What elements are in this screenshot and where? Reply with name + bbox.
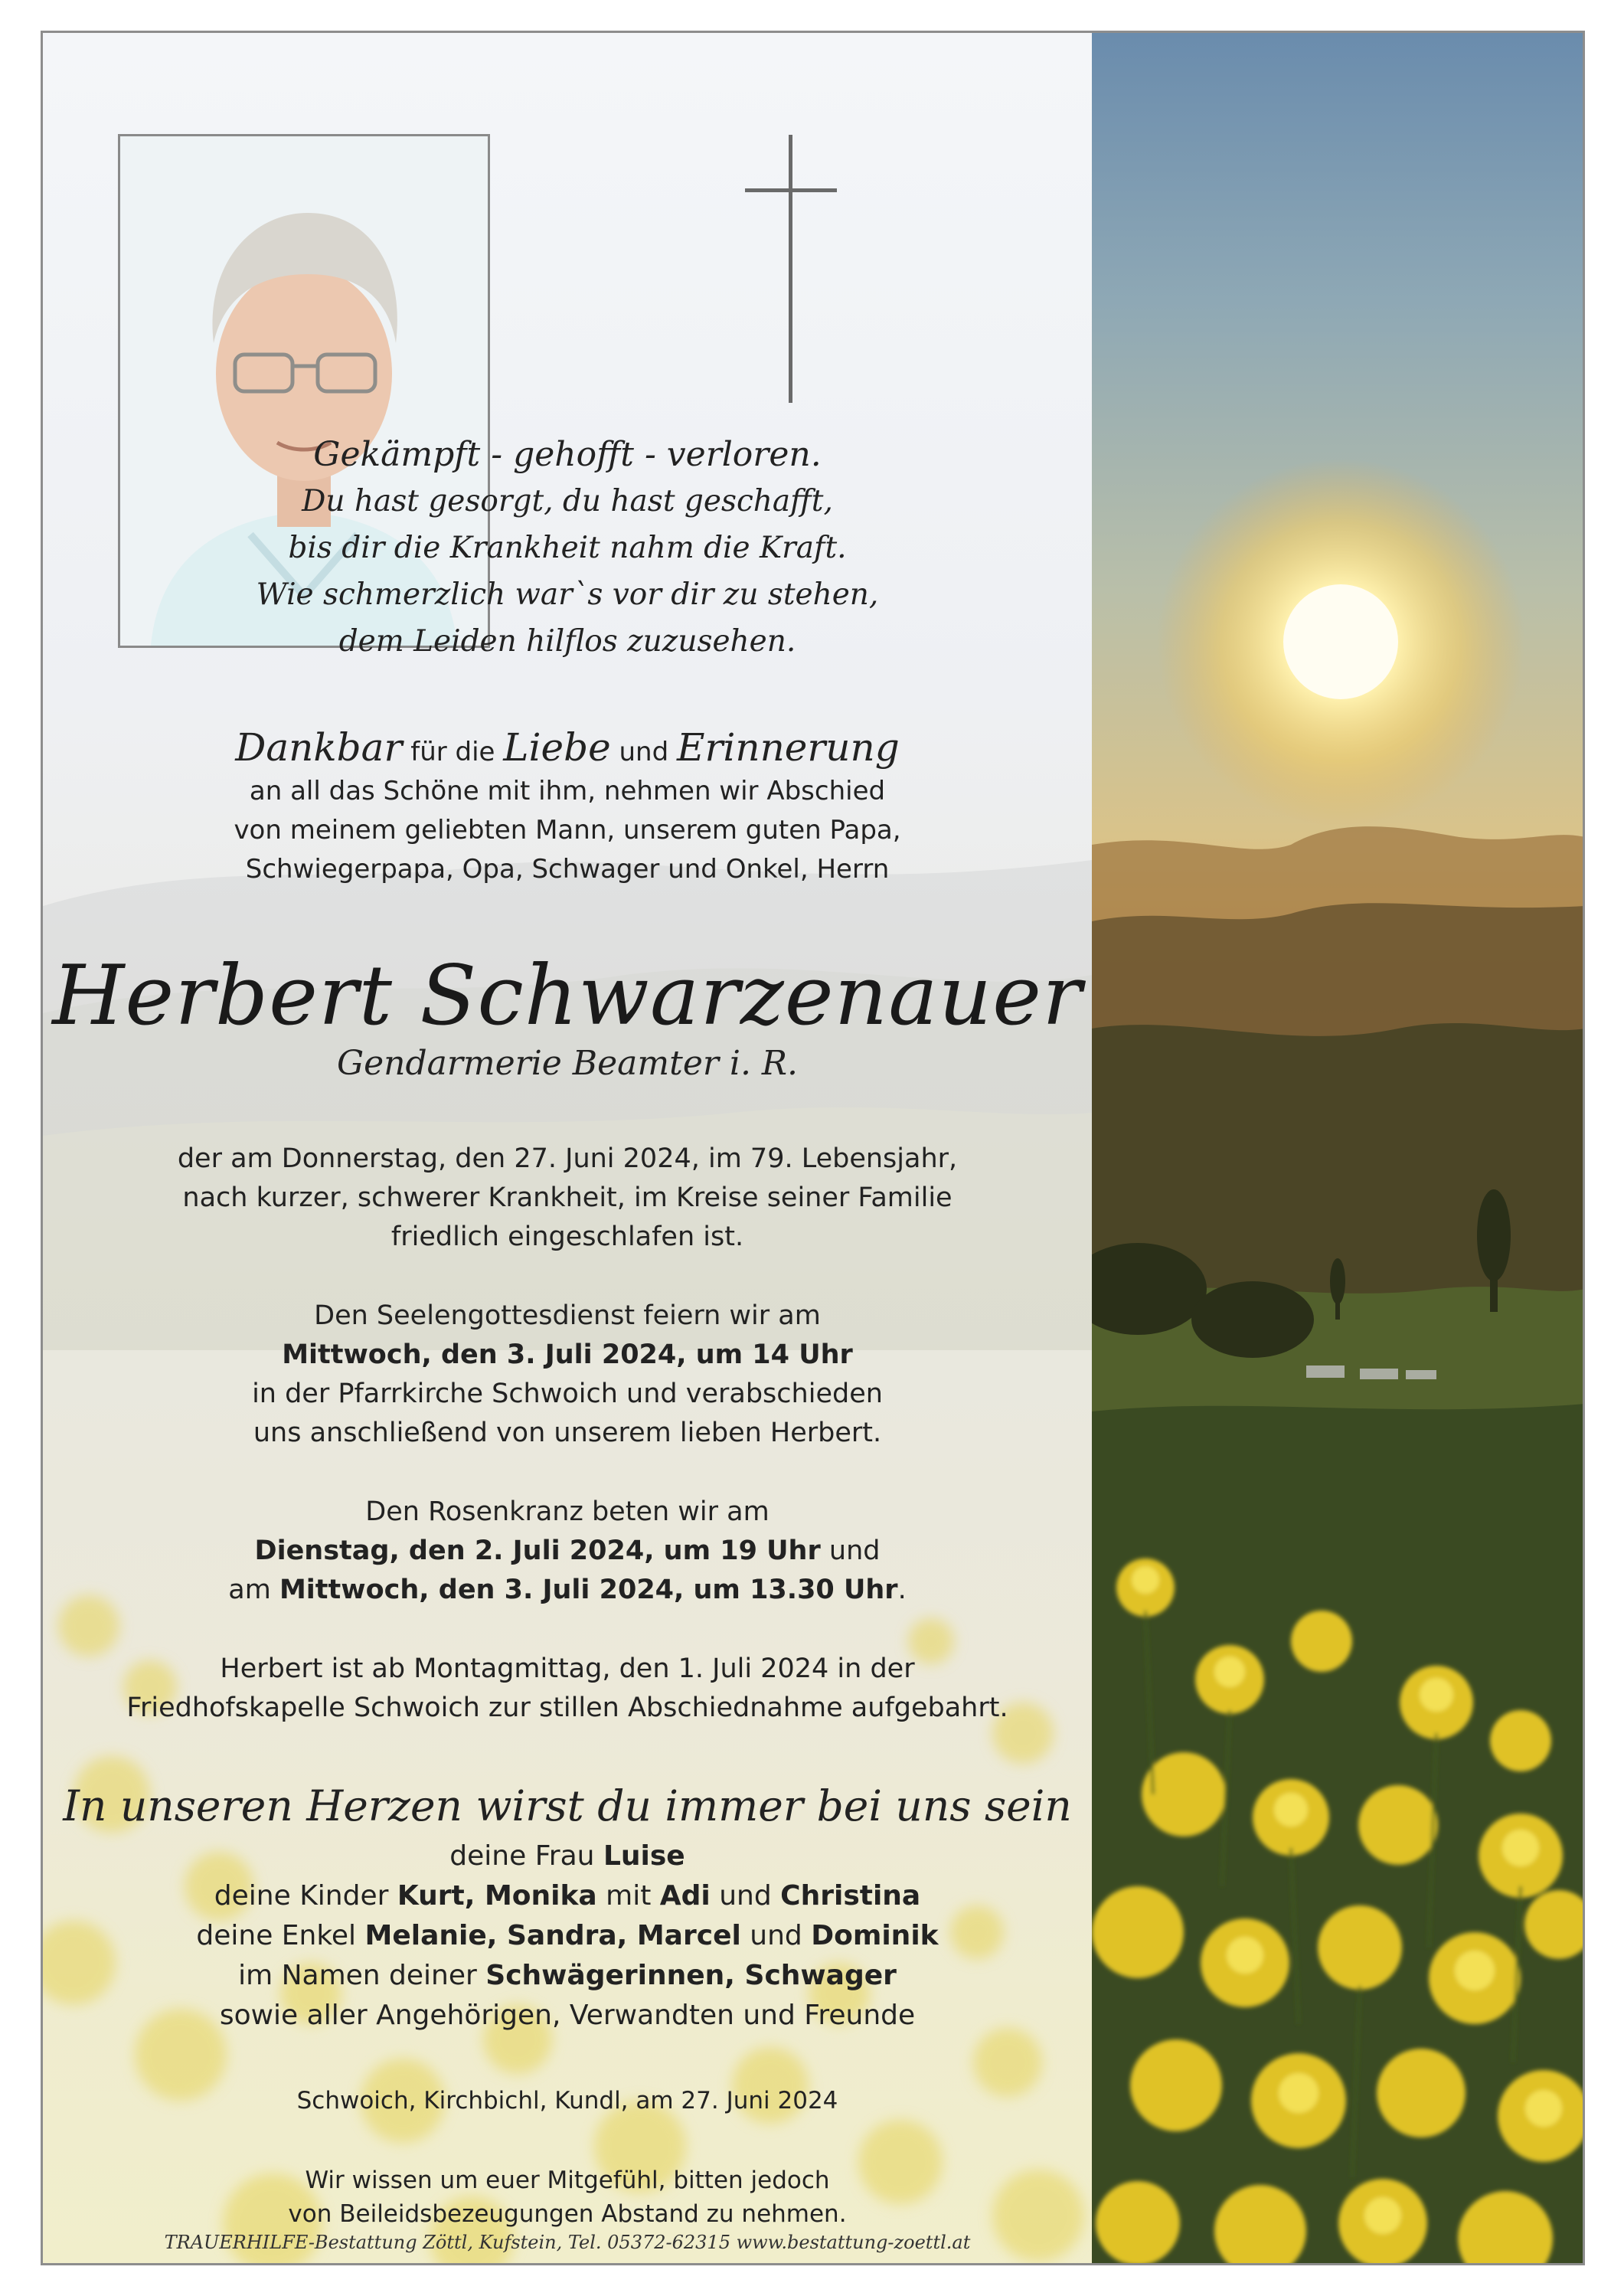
- rosary-date-2: Mittwoch, den 3. Juli 2024, um 13.30 Uhr: [279, 1575, 898, 1605]
- wife-name: Luise: [603, 1840, 685, 1872]
- place-date: Schwoich, Kirchbichl, Kundl, am 27. Juni 2024: [296, 2087, 838, 2114]
- death-notice-line-1: der am Donnerstag, den 27. Juni 2024, im 79. Lebensjahr,: [177, 1143, 958, 1174]
- mourners-list: [43, 1836, 1092, 2036]
- service-info: [43, 1297, 1092, 1453]
- service-line-4: uns anschließend von unserem lieben Herbert.: [253, 1418, 882, 1448]
- mourner-children: [43, 1876, 1092, 1916]
- grand-prefix: deine Enkel: [196, 1920, 357, 1951]
- mourner-others: sowie aller Angehörigen, Verwandten und Freunde: [219, 2000, 916, 2031]
- death-notice-line-2: nach kurzer, schwerer Krankheit, im Kreise seiner Familie: [182, 1182, 953, 1213]
- inlaws-prefix: im Namen deiner: [238, 1960, 477, 1991]
- sunset-landscape-photo: [1092, 33, 1585, 2263]
- mourner-grandchildren: [43, 1916, 1092, 1956]
- service-line-3: in der Pfarrkirche Schwoich und verabschieden: [252, 1379, 883, 1409]
- children-mit: mit: [606, 1880, 652, 1912]
- intro-word-erinnerung: Erinnerung: [677, 725, 900, 770]
- funeral-home-footer: TRAUERHILFE-Bestattung Zöttl, Kufstein, Tel. 05372-62315 www.bestattung-zoettl.at: [164, 2232, 971, 2253]
- service-date: Mittwoch, den 3. Juli 2024, um 14 Uhr: [282, 1339, 853, 1370]
- children-prefix: deine Kinder: [214, 1880, 389, 1912]
- intro-connector-1: für die: [410, 737, 495, 767]
- inlaws-names: Schwägerinnen, Schwager: [485, 1960, 897, 1991]
- mourner-wife: [43, 1836, 1092, 1876]
- service-line-1: Den Seelengottesdienst feiern wir am: [314, 1300, 821, 1331]
- viewing-info: [43, 1650, 1092, 1728]
- rosary-period: .: [897, 1575, 907, 1605]
- rosary-prefix: am: [228, 1575, 271, 1605]
- poem-line-5: dem Leiden hilflos zuzusehen.: [338, 624, 796, 659]
- wife-prefix: deine Frau: [449, 1840, 595, 1872]
- intro-line-1: [43, 725, 1092, 772]
- rosary-date-1: Dienstag, den 2. Juli 2024, um 19 Uhr: [254, 1536, 821, 1566]
- closing-line-2: von Beileidsbezeugungen Abstand zu nehmen.: [288, 2200, 847, 2228]
- viewing-line-1: Herbert ist ab Montagmittag, den 1. Juli 2024 in der: [220, 1653, 915, 1684]
- sunset-landscape-graphic: [1092, 33, 1585, 2265]
- intro-connector-2: und: [619, 737, 669, 767]
- poem-line-3: bis dir die Krankheit nahm die Kraft.: [288, 531, 847, 565]
- deceased-title: Gendarmerie Beamter i. R.: [336, 1044, 799, 1083]
- grand-und: und: [750, 1920, 802, 1951]
- poem-line-4: Wie schmerzlich war`s vor dir zu stehen,: [256, 577, 879, 612]
- intro-line-3: von meinem geliebten Mann, unserem guten Papa,: [234, 815, 901, 845]
- closing-line-1: Wir wissen um euer Mitgefühl, bitten jedoch: [305, 2167, 830, 2194]
- intro-line-2: an all das Schöne mit ihm, nehmen wir Abschied: [249, 776, 886, 806]
- intro-word-dankbar: Dankbar: [235, 725, 403, 770]
- rosary-line-2: [43, 1532, 1092, 1571]
- death-notice: [43, 1140, 1092, 1257]
- deceased-name: Herbert Schwarzenauer: [52, 948, 1083, 1044]
- poem-line-2: Du hast gesorgt, du hast geschafft,: [302, 484, 833, 518]
- children-names-1: Kurt, Monika: [397, 1880, 597, 1912]
- children-names-3: Christina: [780, 1880, 921, 1912]
- rosary-line-3: [43, 1571, 1092, 1610]
- intro-word-liebe: Liebe: [503, 725, 611, 770]
- poem: [43, 431, 1092, 665]
- mourners-heading: In unseren Herzen wirst du immer bei uns sein: [63, 1781, 1072, 1830]
- rosary-info: [43, 1493, 1092, 1610]
- children-und: und: [719, 1880, 772, 1912]
- intro-text: [43, 725, 1092, 889]
- mourner-inlaws: [43, 1956, 1092, 1996]
- cross-icon: [745, 135, 837, 403]
- closing-note: [43, 2164, 1092, 2231]
- children-names-2: Adi: [659, 1880, 711, 1912]
- death-notice-line-3: friedlich eingeschlafen ist.: [390, 1222, 744, 1252]
- rosary-and: und: [828, 1536, 881, 1566]
- rosary-line-1: Den Rosenkranz beten wir am: [365, 1496, 770, 1527]
- poem-line-1: Gekämpft - gehofft - verloren.: [313, 435, 822, 474]
- grand-names-2: Dominik: [811, 1920, 939, 1951]
- obituary-sheet: [41, 31, 1585, 2265]
- intro-line-4: Schwiegerpapa, Opa, Schwager und Onkel, Herrn: [245, 854, 890, 885]
- viewing-line-2: Friedhofskapelle Schwoich zur stillen Abschiednahme aufgebahrt.: [126, 1693, 1008, 1723]
- grand-names-1: Melanie, Sandra, Marcel: [364, 1920, 741, 1951]
